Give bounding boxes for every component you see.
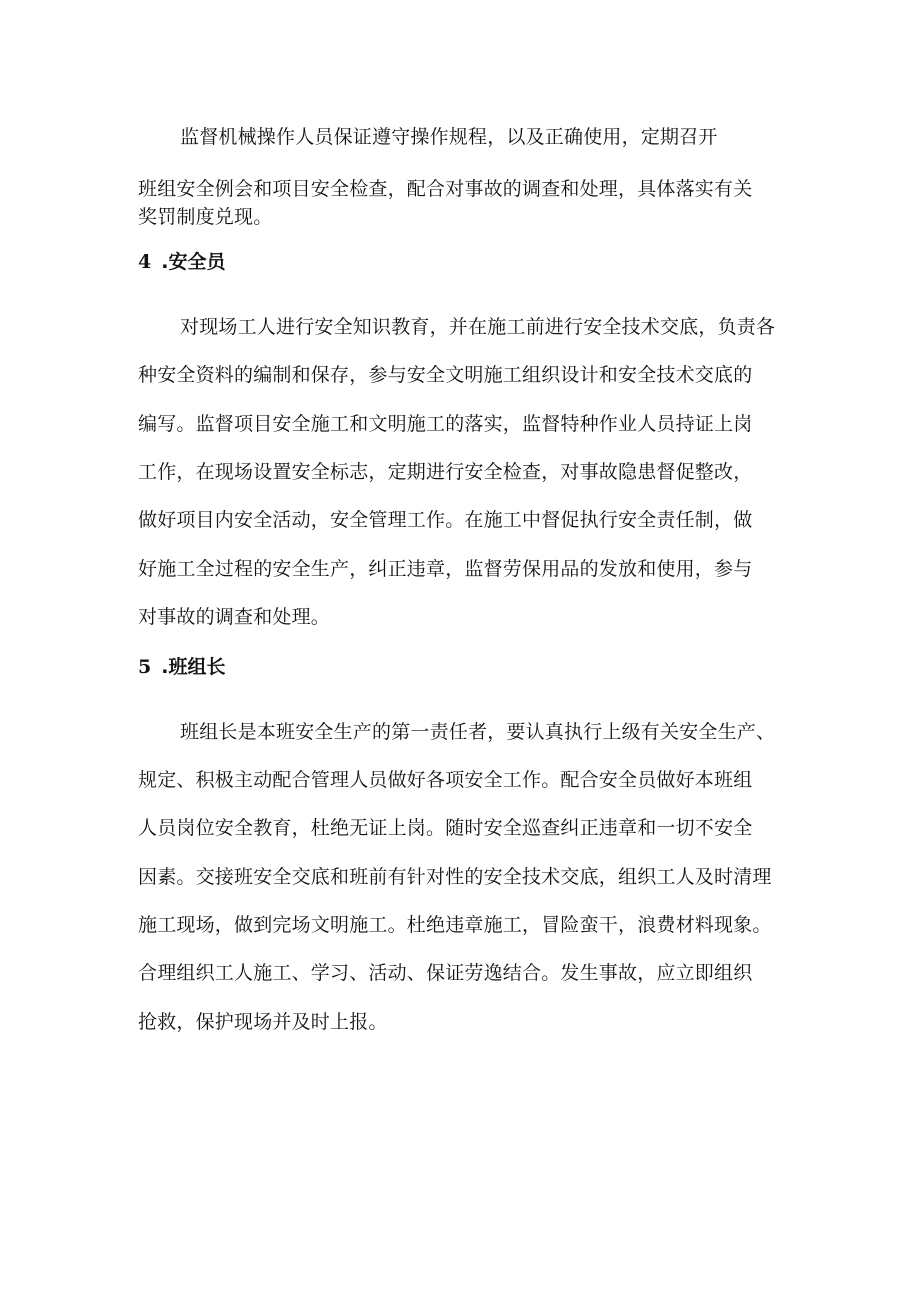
paragraph-line: 好施工全过程的安全生产，纠正违章，监督劳保用品的发放和使用，参与 <box>138 558 753 580</box>
paragraph-line: 奖罚制度兑现。 <box>138 206 273 228</box>
section-title: .班组长 <box>161 656 226 678</box>
paragraph-line: 对事故的调查和处理。 <box>138 606 331 628</box>
paragraph-line: 班组长是本班安全生产的第一责任者，要认真执行上级有关安全生产、 <box>180 721 776 743</box>
paragraph-line: 工作，在现场设置安全标志，定期进行安全检查，对事故隐患督促整改， <box>138 461 753 483</box>
paragraph-line: 对现场工人进行安全知识教育，并在施工前进行安全技术交底，负责各 <box>180 316 776 338</box>
section-number: 4 <box>138 251 152 273</box>
paragraph-line: 施工现场，做到完场文明施工。杜绝违章施工，冒险蛮干，浪费材料现象。 <box>138 914 772 936</box>
paragraph-line: 种安全资料的编制和保存，参与安全文明施工组织设计和安全技术交底的 <box>138 364 753 386</box>
section-title: .安全员 <box>161 251 226 273</box>
paragraph-line: 规定、积极主动配合管理人员做好各项安全工作。配合安全员做好本班组 <box>138 769 753 791</box>
paragraph-line: 抢救，保护现场并及时上报。 <box>138 1011 388 1033</box>
paragraph-line: 监督机械操作人员保证遵守操作规程，以及正确使用，定期召开 <box>180 126 718 148</box>
section-number: 5 <box>138 656 152 678</box>
section-heading <box>138 249 225 275</box>
paragraph-line: 做好项目内安全活动，安全管理工作。在施工中督促执行安全责任制，做 <box>138 509 753 531</box>
section-heading <box>138 654 225 680</box>
paragraph-line: 编写。监督项目安全施工和文明施工的落实，监督特种作业人员持证上岗 <box>138 413 753 435</box>
paragraph-line: 合理组织工人施工、学习、活动、保证劳逸结合。发生事故，应立即组织 <box>138 962 753 984</box>
paragraph-line: 因素。交接班安全交底和班前有针对性的安全技术交底，组织工人及时清理 <box>138 866 772 888</box>
paragraph-line: 人员岗位安全教育，杜绝无证上岗。随时安全巡查纠正违章和一切不安全 <box>138 817 753 839</box>
paragraph-line: 班组安全例会和项目安全检查，配合对事故的调查和处理，具体落实有关 <box>138 178 753 200</box>
